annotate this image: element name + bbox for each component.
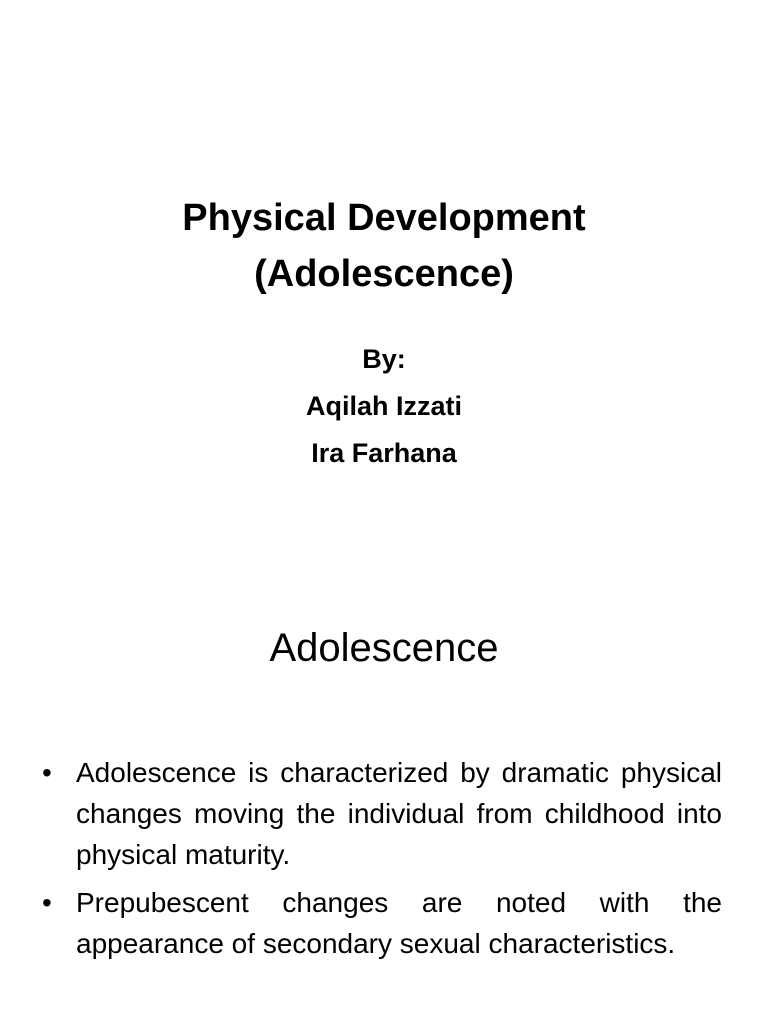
content-slide [0,576,768,1024]
author-name: Aqilah Izzati [305,391,462,421]
author-name: Ira Farhana [311,438,457,468]
author-byline [0,336,768,477]
title-line-1: Physical Development [182,197,586,239]
slide-heading: Adolescence [269,626,499,670]
title-line-2: (Adolescence) [254,253,514,295]
list-item [42,882,722,964]
by-label: By: [362,344,406,374]
bullet-icon: • [42,757,52,788]
list-item [42,752,722,875]
bullet-text: Adolescence is characterized by dramatic physical changes moving the individual from childhood into physical maturity. [76,757,722,870]
presentation-title [0,190,768,302]
bullet-list [42,752,722,971]
bullet-text: Prepubescent changes are noted with the appearance of secondary sexual characteristics. [76,887,722,959]
bullet-icon: • [42,887,52,918]
